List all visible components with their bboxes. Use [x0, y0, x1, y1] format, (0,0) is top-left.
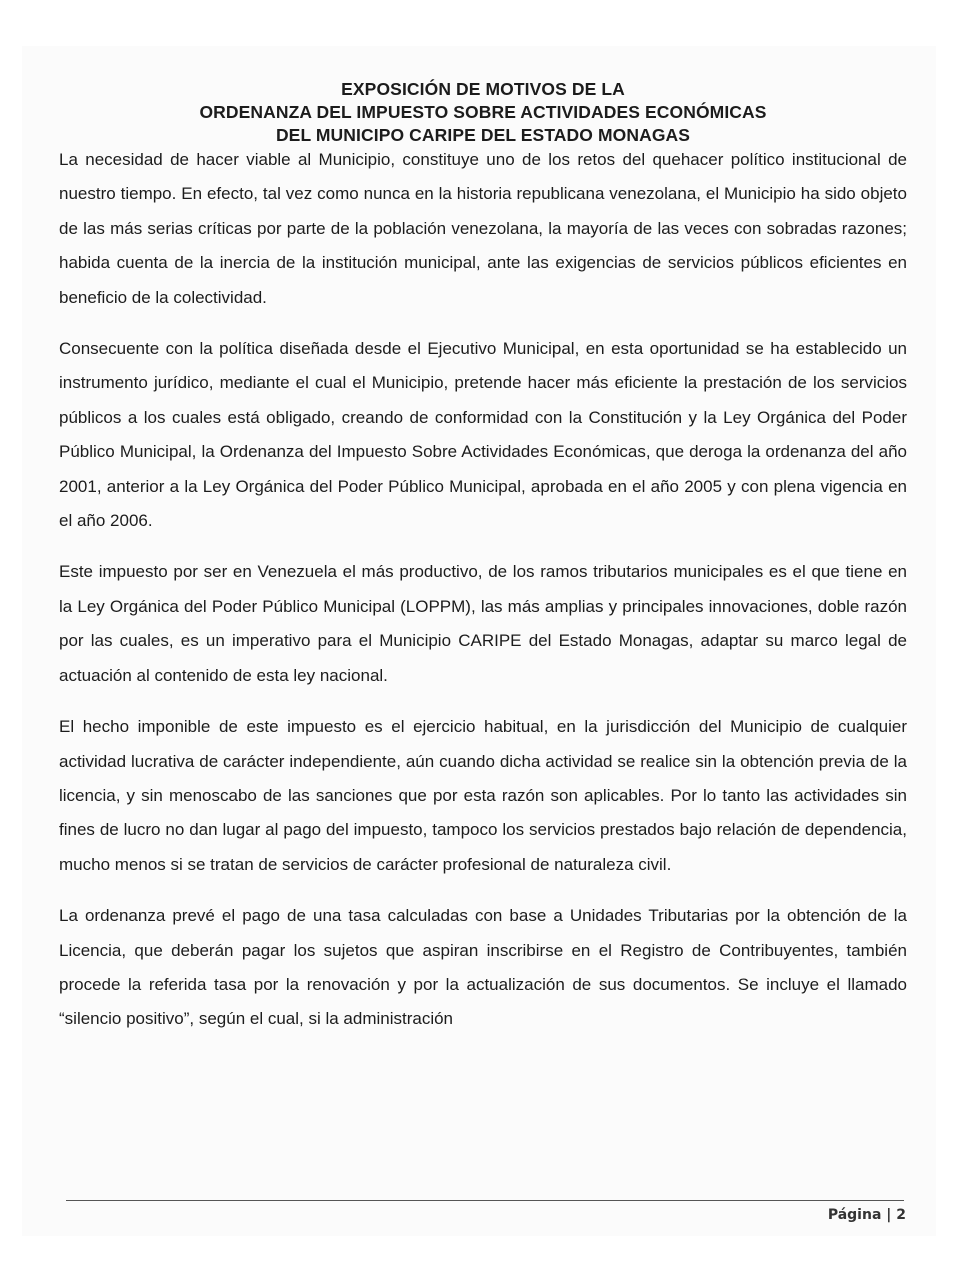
title-line-3: DEL MUNICIPO CARIPE DEL ESTADO MONAGAS: [275, 125, 691, 145]
document-page: [22, 46, 936, 1236]
page-number: Página | 2: [827, 1207, 906, 1223]
title-line-2: ORDENANZA DEL IMPUESTO SOBRE ACTIVIDADES ECONÓMICAS: [199, 102, 767, 122]
document-title: [59, 78, 907, 147]
title-line-1: EXPOSICIÓN DE MOTIVOS DE LA: [341, 79, 625, 99]
paragraph-2: Consecuente con la política diseñada desde el Ejecutivo Municipal, en esta oportunidad se ha establecido un instrumento jurídico, mediante el cual el Municipio, pretende hacer más eficiente la prestación de los servicios públicos a los cuales está obligado, creando de conformidad con la Constitución y la Ley Orgánica del Poder Público Municipal, la Ordenanza del Impuesto Sobre Actividades Económicas, que deroga la ordenanza del año 2001, anterior a la Ley Orgánica del Poder Público Municipal, aprobada en el año 2005 y con plena vigencia en el año 2006.: [59, 339, 907, 531]
paragraph-3: Este impuesto por ser en Venezuela el más productivo, de los ramos tributarios municipales es el que tiene en la Ley Orgánica del Poder Público Municipal (LOPPM), las más amplias y principales innovaciones, doble razón por las cuales, es un imperativo para el Municipio CARIPE del Estado Monagas, adaptar su marco legal de actuación al contenido de esta ley nacional.: [59, 562, 907, 685]
paragraph-1: La necesidad de hacer viable al Municipio, constituye uno de los retos del quehacer político institucional de nuestro tiempo. En efecto, tal vez como nunca en la historia republicana venezolana, el Municipio ha sido objeto de las más serias críticas por parte de la población venezolana, la mayoría de las veces con sobradas razones; habida cuenta de la inercia de la institución municipal, ante las exigencias de servicios públicos eficientes en beneficio de la colectividad.: [59, 150, 907, 307]
paragraph-4: El hecho imponible de este impuesto es el ejercicio habitual, en la jurisdicción del Municipio de cualquier actividad lucrativa de carácter independiente, aún cuando dicha actividad se realice sin la obtención previa de la licencia, y sin menoscabo de las sanciones que por esta razón son aplicables. Por lo tanto las actividades sin fines de lucro no dan lugar al pago del impuesto, tampoco los servicios prestados bajo relación de dependencia, mucho menos si se tratan de servicios de carácter profesional de naturaleza civil.: [59, 717, 907, 874]
paragraph-5: La ordenanza prevé el pago de una tasa calculadas con base a Unidades Tributarias por la obtención de la Licencia, que deberán pagar los sujetos que aspiran inscribirse en el Registro de Contribuyentes, también procede la referida tasa por la renovación y por la actualización de sus documentos. Se incluye el llamado “silencio positivo”, según el cual, si la administración: [59, 906, 907, 1029]
footer-divider: [66, 1200, 904, 1201]
document-body: [59, 78, 907, 1037]
